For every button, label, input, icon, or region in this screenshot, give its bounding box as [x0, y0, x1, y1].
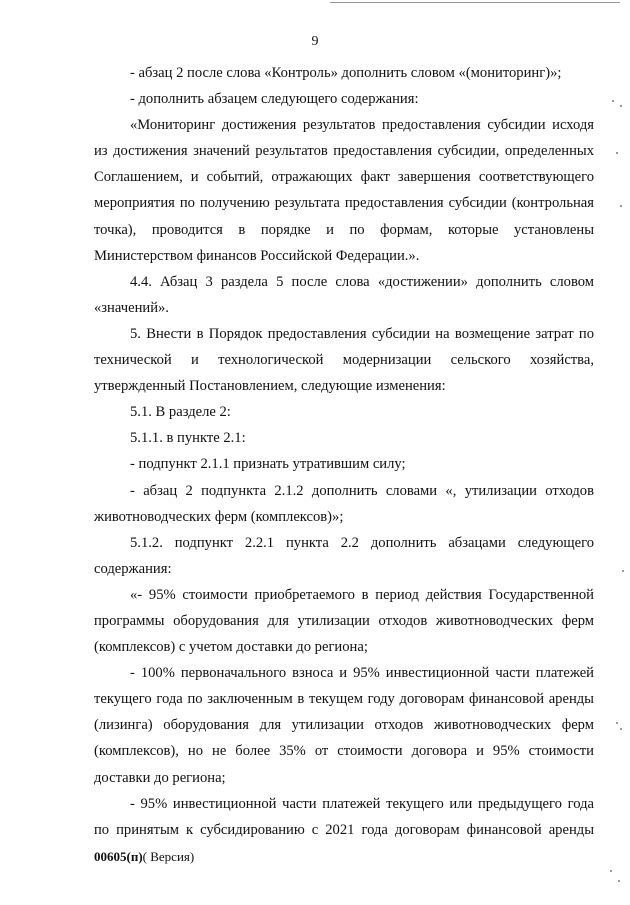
- scan-speck: [618, 880, 620, 882]
- paragraph: - абзац 2 после слова «Контроль» дополнить словом «(мониторинг)»;: [130, 65, 562, 81]
- paragraph: - подпункт 2.1.1 признать утратившим силу;: [130, 456, 406, 473]
- document-code: 00605(п): [94, 849, 143, 864]
- document-footer: [94, 849, 194, 865]
- scan-speck: [616, 722, 618, 724]
- paragraph: - 95% инвестиционной части платежей текущего или предыдущего года по принятым к субсидированию с 2021 года договорам финансовой аренды: [94, 795, 594, 838]
- scan-speck: [616, 152, 618, 154]
- scan-speck: [620, 728, 622, 730]
- paragraph: 5.1.2. подпункт 2.2.1 пункта 2.2 дополнить абзацами следующего содержания:: [94, 534, 594, 577]
- scan-speck: [620, 205, 622, 207]
- paragraph: 4.4. Абзац 3 раздела 5 после слова «достижении» дополнить словом «значений».: [94, 273, 594, 316]
- paragraph: 5.1. В разделе 2:: [130, 404, 231, 421]
- paragraph: - дополнить абзацем следующего содержания:: [130, 91, 419, 108]
- paragraph: - 100% первоначального взноса и 95% инвестиционной части платежей текущего года по заключенным в текущем году договорам финансовой аренды (лизинга) оборудования для утилизации отходов животноводческих ферм (комплексов), но не более 35% от стоимости договора и 95% стоимости доставки до региона;: [94, 665, 594, 786]
- paragraph: 5.1.1. в пункте 2.1:: [130, 430, 246, 447]
- page-number: 9: [311, 34, 319, 49]
- paragraph: 5. Внести в Порядок предоставления субсидии на возмещение затрат по технической и технологической модернизации сельского хозяйства, утвержденный Постановлением, следующие изменения:: [94, 325, 594, 395]
- paragraph: - абзац 2 подпункта 2.1.2 дополнить словами «, утилизации отходов животноводческих ферм (комплексов)»;: [94, 482, 594, 525]
- paragraph: «- 95% стоимости приобретаемого в период действия Государственной программы оборудования для утилизации отходов животноводческих ферм (комплексов) с учетом доставки до региона;: [94, 586, 594, 656]
- scan-speck: [610, 870, 612, 872]
- scan-speck: [620, 105, 622, 107]
- document-body: [94, 60, 594, 843]
- scan-border-top: [330, 2, 620, 3]
- scan-speck: [612, 100, 614, 102]
- paragraph: «Мониторинг достижения результатов предоставления субсидии исходя из достижения значений результатов предоставления субсидии, определенных Соглашением, и событий, отражающих факт завершения соответствующего мероприятия по получению результата предоставления субсидии (контрольная точка), проводится в порядке и по формам, которые установлены Министерством финансов Российской Федерации.».: [94, 117, 594, 264]
- document-version: ( Версия): [142, 849, 195, 864]
- scan-speck: [622, 570, 624, 572]
